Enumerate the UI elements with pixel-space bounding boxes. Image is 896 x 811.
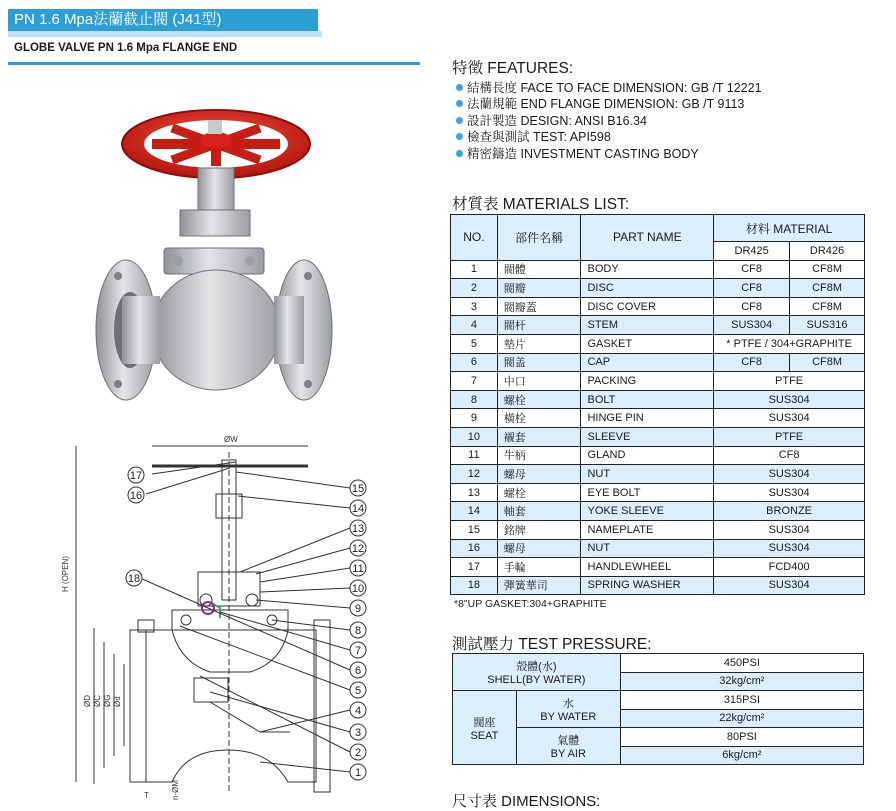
table-cell: 12 (451, 465, 498, 484)
water-kg: 22kg/cm² (620, 709, 863, 728)
callout-9 (350, 600, 366, 616)
callout-2 (350, 744, 366, 760)
table-cell: SUS304 (714, 539, 865, 558)
table-cell: GASKET (581, 334, 714, 353)
table-cell: 16 (451, 539, 498, 558)
svg-text:2: 2 (354, 747, 362, 759)
page-title: PN 1.6 Mpa法蘭截止閥 (J41型) (14, 11, 222, 28)
table-row (451, 558, 865, 577)
col-part-en: PART NAME (581, 215, 714, 261)
dim-w-label: ØW (224, 435, 238, 444)
dim-h-label: H (OPEN) (61, 556, 70, 592)
svg-text:4: 4 (354, 705, 362, 717)
valve-photo (94, 98, 334, 418)
table-cell: 1 (451, 260, 498, 279)
table-row (451, 502, 865, 521)
table-cell: CAP (581, 353, 714, 372)
table-cell: 2 (451, 279, 498, 298)
dim-d2-label: Ød (113, 696, 122, 707)
svg-text:1: 1 (354, 767, 362, 779)
materials-heading: 材質表 MATERIALS LIST: (452, 196, 630, 213)
table-row (451, 372, 865, 391)
shell-psi: 450PSI (620, 654, 863, 673)
table-cell: BOLT (581, 390, 714, 409)
subtitle-underline (8, 62, 420, 65)
svg-text:3: 3 (354, 727, 362, 739)
table-cell: CF8 (714, 353, 790, 372)
table-cell: * PTFE / 304+GRAPHITE (714, 334, 865, 353)
table-cell: SUS304 (714, 465, 865, 484)
bullet-icon (456, 117, 463, 124)
air-label: 氣體 BY AIR (516, 728, 620, 765)
callout-3 (350, 724, 366, 740)
callout-1 (350, 764, 366, 780)
table-cell: SUS304 (714, 520, 865, 539)
svg-text:17: 17 (129, 470, 143, 482)
callout-13 (350, 520, 366, 536)
table-cell: SUS316 (790, 316, 865, 335)
table-cell: BRONZE (714, 502, 865, 521)
dim-t-label: T (144, 791, 149, 800)
table-row (451, 279, 865, 298)
materials-table (450, 214, 865, 595)
valve-section-drawing (60, 432, 460, 802)
table-cell: 8 (451, 390, 498, 409)
table-cell: SUS304 (714, 316, 790, 335)
table-cell: 15 (451, 520, 498, 539)
svg-text:16: 16 (129, 490, 143, 502)
table-cell: NUT (581, 539, 714, 558)
table-cell: EYE BOLT (581, 483, 714, 502)
table-cell: PTFE (714, 372, 865, 391)
table-cell: CF8M (790, 260, 865, 279)
col-part-cn: 部件名稱 (497, 215, 581, 261)
table-cell: GLAND (581, 446, 714, 465)
table-cell: 閥杆 (497, 316, 581, 335)
air-psi: 80PSI (620, 728, 863, 747)
table-cell: 4 (451, 316, 498, 335)
bullet-icon (456, 150, 463, 157)
feature-item: 法蘭規範 END FLANGE DIMENSION: GB /T 9113 (456, 96, 762, 112)
table-cell: CF8 (714, 446, 865, 465)
callout-17 (128, 467, 144, 483)
table-cell: STEM (581, 316, 714, 335)
svg-text:5: 5 (354, 685, 362, 697)
callout-11 (350, 560, 366, 576)
table-cell: CF8M (790, 353, 865, 372)
table-row (451, 297, 865, 316)
feature-item: 設計製造 DESIGN: ANSI B16.34 (456, 113, 762, 129)
callout-10 (350, 580, 366, 596)
dim-g-label: ØG (103, 694, 112, 707)
features-list (456, 80, 762, 162)
svg-text:10: 10 (351, 583, 365, 595)
table-cell: 閥體 (497, 260, 581, 279)
table-cell: YOKE SLEEVE (581, 502, 714, 521)
seat-label: 閥座 SEAT (453, 691, 517, 765)
col-dr426: DR426 (790, 242, 865, 261)
table-cell: HINGE PIN (581, 409, 714, 428)
table-cell: SUS304 (714, 409, 865, 428)
table-row (451, 334, 865, 353)
test-pressure-heading: 測試壓力 TEST PRESSURE: (452, 636, 652, 653)
table-cell: 6 (451, 353, 498, 372)
table-cell: HANDLEWHEEL (581, 558, 714, 577)
feature-item: 檢查與測試 TEST: API598 (456, 129, 762, 145)
table-row (451, 390, 865, 409)
table-cell: 5 (451, 334, 498, 353)
table-row (451, 483, 865, 502)
bullet-icon (456, 100, 463, 107)
table-cell: DISC COVER (581, 297, 714, 316)
water-psi: 315PSI (620, 691, 863, 710)
table-row (451, 465, 865, 484)
table-cell: 螺母 (497, 465, 581, 484)
table-cell: 13 (451, 483, 498, 502)
svg-text:8: 8 (354, 625, 362, 637)
table-cell: 14 (451, 502, 498, 521)
table-cell: 中口 (497, 372, 581, 391)
table-cell: 11 (451, 446, 498, 465)
callout-15 (350, 480, 366, 496)
table-cell: 閥瓣 (497, 279, 581, 298)
features-heading: 特徵 FEATURES: (452, 60, 574, 77)
table-cell: SUS304 (714, 390, 865, 409)
table-cell: PACKING (581, 372, 714, 391)
page-subtitle: GLOBE VALVE PN 1.6 Mpa FLANGE END (14, 42, 238, 54)
callout-7 (350, 642, 366, 658)
table-cell: 7 (451, 372, 498, 391)
svg-text:15: 15 (351, 483, 365, 495)
col-no: NO. (451, 215, 498, 261)
svg-text:13: 13 (351, 523, 365, 535)
table-cell: 牛柄 (497, 446, 581, 465)
callout-16 (128, 487, 144, 503)
table-cell: 襯套 (497, 427, 581, 446)
table-row (451, 520, 865, 539)
col-dr425: DR425 (714, 242, 790, 261)
svg-text:11: 11 (352, 563, 364, 575)
water-label: 水 BY WATER (516, 691, 620, 728)
callout-6 (350, 662, 366, 678)
svg-text:18: 18 (127, 573, 141, 585)
svg-text:7: 7 (354, 645, 362, 657)
table-cell: 螺母 (497, 539, 581, 558)
table-row (451, 316, 865, 335)
table-cell: SUS304 (714, 576, 865, 595)
table-cell: 螺栓 (497, 390, 581, 409)
gasket-note: *8"UP GASKET:304+GRAPHITE (454, 598, 607, 610)
table-cell: 17 (451, 558, 498, 577)
table-row (451, 260, 865, 279)
table-cell: SLEEVE (581, 427, 714, 446)
table-cell: 手輪 (497, 558, 581, 577)
table-cell: 軸套 (497, 502, 581, 521)
feature-item: 結構長度 FACE TO FACE DIMENSION: GB /T 12221 (456, 80, 762, 96)
dimensions-heading: 尺寸表 DIMENSIONS: (452, 793, 601, 810)
table-cell: 彈簧華司 (497, 576, 581, 595)
table-cell: PTFE (714, 427, 865, 446)
table-cell: SUS304 (714, 483, 865, 502)
callout-8 (350, 622, 366, 638)
table-cell: FCD400 (714, 558, 865, 577)
table-cell: CF8 (714, 297, 790, 316)
table-cell: CF8M (790, 297, 865, 316)
table-row (451, 409, 865, 428)
table-row (451, 353, 865, 372)
svg-text:9: 9 (354, 603, 362, 615)
bullet-icon (456, 84, 463, 91)
table-cell: BODY (581, 260, 714, 279)
test-pressure-table (452, 653, 864, 765)
table-cell: CF8M (790, 279, 865, 298)
table-cell: 18 (451, 576, 498, 595)
title-bar-arrow (294, 9, 318, 31)
table-cell: SPRING WASHER (581, 576, 714, 595)
table-cell: 銘牌 (497, 520, 581, 539)
air-kg: 6kg/cm² (620, 746, 863, 765)
table-row (451, 427, 865, 446)
table-cell: 3 (451, 297, 498, 316)
table-cell: 橫栓 (497, 409, 581, 428)
callout-5 (350, 682, 366, 698)
table-row (451, 446, 865, 465)
shell-label: 殻體(水) SHELL(BY WATER) (453, 654, 621, 691)
bullet-icon (456, 133, 463, 140)
table-cell: CF8 (714, 279, 790, 298)
table-cell: 閥瓣蓋 (497, 297, 581, 316)
table-cell: NUT (581, 465, 714, 484)
svg-text:12: 12 (351, 543, 365, 555)
table-row (451, 539, 865, 558)
dim-d-label: ØD (83, 695, 92, 707)
dim-c-label: ØC (93, 695, 102, 707)
callout-14 (350, 500, 366, 516)
table-cell: NAMEPLATE (581, 520, 714, 539)
callout-4 (350, 702, 366, 718)
callout-12 (350, 540, 366, 556)
dim-n-label: n-ØM (171, 780, 180, 800)
svg-text:14: 14 (351, 503, 365, 515)
table-cell: CF8 (714, 260, 790, 279)
feature-item: 精密鑄造 INVESTMENT CASTING BODY (456, 146, 762, 162)
table-cell: 10 (451, 427, 498, 446)
table-cell: 閥盖 (497, 353, 581, 372)
callout-18 (126, 570, 142, 586)
table-cell: DISC (581, 279, 714, 298)
col-material: 材料 MATERIAL (714, 215, 865, 242)
table-cell: 9 (451, 409, 498, 428)
title-band (8, 31, 322, 37)
table-cell: 墊片 (497, 334, 581, 353)
table-cell: 螺栓 (497, 483, 581, 502)
table-row (451, 576, 865, 595)
svg-text:6: 6 (354, 665, 362, 677)
shell-kg: 32kg/cm² (620, 672, 863, 691)
